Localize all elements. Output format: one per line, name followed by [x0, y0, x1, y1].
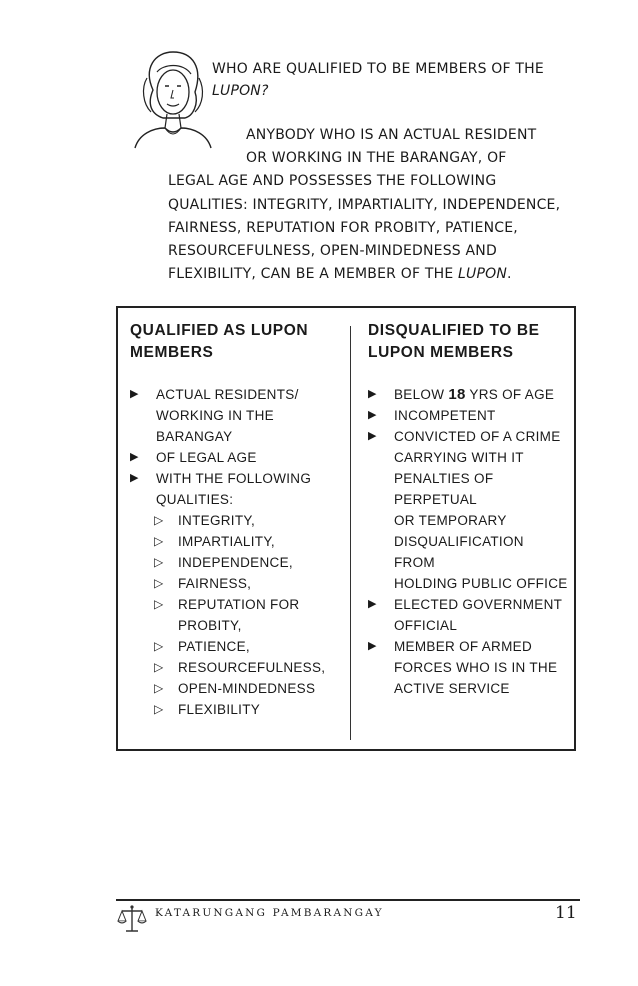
- quality-item: [130, 594, 344, 636]
- answer-line: ANYBODY WHO IS AN ACTUAL RESIDENT: [246, 127, 537, 143]
- column-divider: [350, 326, 351, 740]
- bullet-arrow-icon: ▶: [368, 598, 377, 610]
- answer-line: FAIRNESS, REPUTATION FOR PROBITY, PATIENCE,: [168, 219, 518, 236]
- disqualified-item: [368, 594, 568, 636]
- quality-line: REPUTATION FOR: [178, 597, 300, 612]
- question-line-1: WHO ARE QUALIFIED TO BE MEMBERS OF THE: [212, 61, 544, 77]
- item-line: QUALITIES:: [156, 492, 234, 507]
- quality-line: OPEN-MINDEDNESS: [178, 681, 316, 696]
- bullet-arrow-icon: ▶: [368, 388, 377, 400]
- quality-item: [130, 531, 344, 552]
- quality-line: RESOURCEFULNESS,: [178, 660, 326, 675]
- qualification-table-box: [116, 306, 576, 751]
- triangle-outline-icon: ▷: [154, 576, 164, 590]
- item-line: ACTUAL RESIDENTS/: [156, 387, 299, 402]
- quality-item: [130, 510, 344, 531]
- qualified-item: [130, 468, 344, 510]
- item-line: OR TEMPORARY: [394, 513, 507, 528]
- item-line: PENALTIES OF PERPETUAL: [394, 471, 494, 507]
- answer-last-suffix: .: [507, 266, 512, 283]
- quality-line: INTEGRITY,: [178, 513, 256, 528]
- disqualified-item: [368, 384, 568, 405]
- item-line: [394, 384, 568, 405]
- disqualified-heading: [368, 320, 568, 364]
- answer-last-line: [168, 263, 588, 286]
- item-line: HOLDING PUBLIC OFFICE: [394, 576, 568, 591]
- item-line: FORCES WHO IS IN THE: [394, 660, 558, 675]
- quality-item: [130, 552, 344, 573]
- item-line: CONVICTED OF A CRIME: [394, 429, 561, 444]
- disqualified-heading-line-2: LUPON MEMBERS: [368, 344, 514, 361]
- qualified-heading-line-2: MEMBERS: [130, 344, 214, 361]
- answer-line: RESOURCEFULNESS, OPEN-MINDEDNESS AND: [168, 243, 497, 260]
- quality-item: [130, 573, 344, 594]
- quality-line: FLEXIBILITY: [178, 702, 261, 717]
- qualified-item: [130, 447, 344, 468]
- item-line: BARANGAY: [156, 429, 233, 444]
- disqualified-item: [368, 426, 568, 594]
- quality-item: [130, 657, 344, 678]
- item-line: WITH THE FOLLOWING: [156, 471, 312, 486]
- footer-rule: [116, 899, 580, 901]
- qualified-item: [130, 384, 344, 447]
- quality-line: PATIENCE,: [178, 639, 250, 654]
- question-line-2: LUPON?: [212, 83, 269, 99]
- quality-item: [130, 678, 344, 699]
- bullet-arrow-icon: ▶: [368, 640, 377, 652]
- disqualified-heading-line-1: DISQUALIFIED TO BE: [368, 322, 540, 339]
- quality-line: FAIRNESS,: [178, 576, 252, 591]
- bullet-arrow-icon: ▶: [368, 409, 377, 421]
- item-line: WORKING IN THE: [156, 408, 274, 423]
- age-number: 18: [448, 386, 466, 403]
- answer-line: QUALITIES: INTEGRITY, IMPARTIALITY, INDEPENDENCE,: [168, 196, 561, 213]
- answer-line: LEGAL AGE AND POSSESSES THE FOLLOWING: [168, 173, 497, 190]
- item-line: DISQUALIFICATION FROM: [394, 534, 524, 570]
- triangle-outline-icon: ▷: [154, 639, 164, 653]
- triangle-outline-icon: ▷: [154, 534, 164, 548]
- intro-answer: [168, 124, 588, 286]
- quality-line: INDEPENDENCE,: [178, 555, 293, 570]
- answer-last-prefix: FLEXIBILITY, CAN BE A MEMBER OF THE: [168, 266, 459, 283]
- item-line: ELECTED GOVERNMENT: [394, 597, 563, 612]
- page-number: 11: [555, 903, 577, 923]
- intro-question: [212, 58, 544, 102]
- triangle-outline-icon: ▷: [154, 660, 164, 674]
- item-line: OFFICIAL: [394, 618, 458, 633]
- bullet-arrow-icon: ▶: [130, 451, 139, 463]
- quality-item: [130, 636, 344, 657]
- answer-last-italic: LUPON: [458, 266, 508, 283]
- age-suffix: YRS OF AGE: [465, 387, 555, 402]
- triangle-outline-icon: ▷: [154, 555, 164, 569]
- disqualified-item: [368, 636, 568, 699]
- qualified-column: [130, 320, 344, 720]
- qualified-heading: [130, 320, 344, 364]
- age-prefix: BELOW: [394, 387, 449, 402]
- item-line: MEMBER OF ARMED: [394, 639, 533, 654]
- item-line: OF LEGAL AGE: [156, 450, 257, 465]
- answer-line: OR WORKING IN THE BARANGAY, OF: [246, 150, 507, 167]
- qualified-heading-line-1: QUALIFIED AS LUPON: [130, 322, 309, 339]
- quality-item: [130, 699, 344, 720]
- triangle-outline-icon: ▷: [154, 681, 164, 695]
- bullet-arrow-icon: ▶: [130, 472, 139, 484]
- triangle-outline-icon: ▷: [154, 702, 164, 716]
- triangle-outline-icon: ▷: [154, 597, 164, 611]
- disqualified-column: [368, 320, 568, 699]
- quality-line: PROBITY,: [178, 618, 242, 633]
- quality-line: IMPARTIALITY,: [178, 534, 275, 549]
- item-line: ACTIVE SERVICE: [394, 681, 510, 696]
- triangle-outline-icon: ▷: [154, 513, 164, 527]
- item-line: INCOMPETENT: [394, 408, 496, 423]
- bullet-arrow-icon: ▶: [368, 430, 377, 442]
- footer-title: KATARUNGANG PAMBARANGAY: [155, 907, 384, 919]
- bullet-arrow-icon: ▶: [130, 388, 139, 400]
- scales-of-justice-icon: [116, 903, 148, 935]
- item-line: CARRYING WITH IT: [394, 450, 524, 465]
- disqualified-item: [368, 405, 568, 426]
